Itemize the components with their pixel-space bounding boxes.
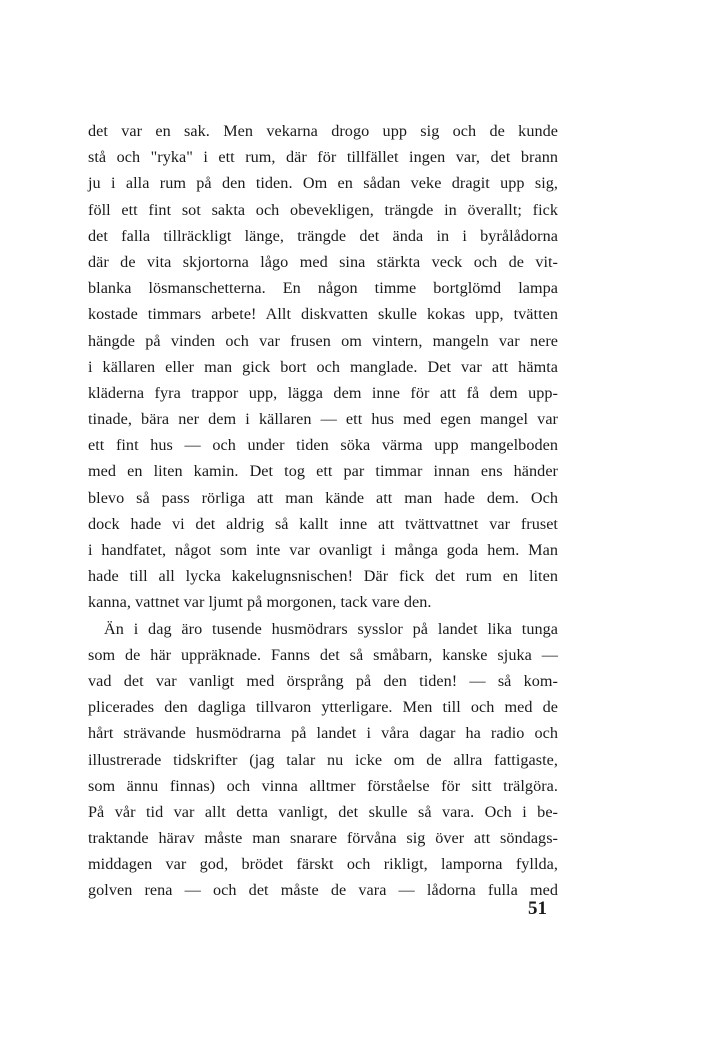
- book-page-text: [88, 118, 558, 904]
- text-line: kostade timmars arbete! Allt diskvatten skulle kokas upp, tvätten: [88, 305, 558, 324]
- paragraph-2: [88, 616, 558, 904]
- text-line: som ännu finnas) och vinna alltmer förståelse för sitt trälgöra.: [88, 776, 558, 795]
- text-line: det var en sak. Men vekarna drogo upp sig och de kunde: [88, 122, 558, 140]
- text-line: ett fint hus — och under tiden söka värma upp mangelboden: [88, 436, 558, 455]
- text-line: blanka lösmanschetterna. En någon timme bortglömd lampa: [88, 279, 558, 298]
- text-line: Än i dag äro tusende husmödrars sysslor på landet lika tunga: [104, 619, 558, 638]
- text-line: kläderna fyra trappor upp, lägga dem inne för att få dem upp-: [88, 383, 558, 402]
- text-line: kanna, vattnet var ljumt på morgonen, tack vare den.: [88, 593, 432, 612]
- text-line: golven rena — och det måste de vara — lådorna fulla med: [88, 881, 558, 900]
- paragraph-1: [88, 118, 558, 616]
- text-line: traktande härav måste man snarare förvåna sig över att söndags-: [88, 829, 558, 848]
- text-line: plicerades den dagliga tillvaron ytterligare. Men till och med de: [88, 698, 558, 717]
- text-line: med en liten kamin. Det tog ett par timmar innan ens händer: [88, 462, 558, 481]
- text-line: ju i alla rum på den tiden. Om en sådan veke dragit upp sig,: [88, 174, 558, 193]
- text-line: i källaren eller man gick bort och manglade. Det var att hämta: [88, 357, 558, 376]
- text-line: illustrerade tidskrifter (jag talar nu icke om de allra fattigaste,: [88, 750, 558, 769]
- text-line: På vår tid var allt detta vanligt, det skulle så vara. Och i be-: [88, 802, 558, 821]
- text-line: stå och "ryka" i ett rum, där för tillfället ingen var, det brann: [88, 148, 558, 167]
- text-line: dock hade vi det aldrig så kallt inne att tvättvattnet var fruset: [88, 514, 558, 533]
- text-line: hårt strävande husmödrarna på landet i våra dagar ha radio och: [88, 724, 558, 743]
- text-line: i handfatet, något som inte var ovanligt i många goda hem. Man: [88, 541, 558, 559]
- text-line: föll ett fint sot sakta och obevekligen, trängde in överallt; fick: [88, 200, 558, 219]
- text-line: hängde på vinden och var frusen om vintern, mangeln var nere: [88, 331, 558, 350]
- text-line: vad det var vanligt med örsprång på den tiden! — så kom-: [88, 671, 558, 690]
- text-line: hade till all lycka kakelugnsnischen! Där fick det rum en liten: [88, 567, 558, 586]
- page-number: 51: [528, 898, 547, 919]
- text-line: blevo så pass rörliga att man kände att man hade dem. Och: [88, 488, 558, 507]
- text-line: där de vita skjortorna lågo med sina stärkta veck och de vit-: [88, 252, 558, 271]
- text-line: det falla tillräckligt länge, trängde det ända in i byrålådorna: [88, 226, 558, 245]
- text-line: tinade, bära ner dem i källaren — ett hus med egen mangel var: [88, 410, 558, 429]
- text-line: middagen var god, brödet färskt och rikligt, lamporna fyllda,: [88, 855, 558, 874]
- text-line: som de här uppräknade. Fanns det så småbarn, kanske sjuka —: [88, 645, 558, 664]
